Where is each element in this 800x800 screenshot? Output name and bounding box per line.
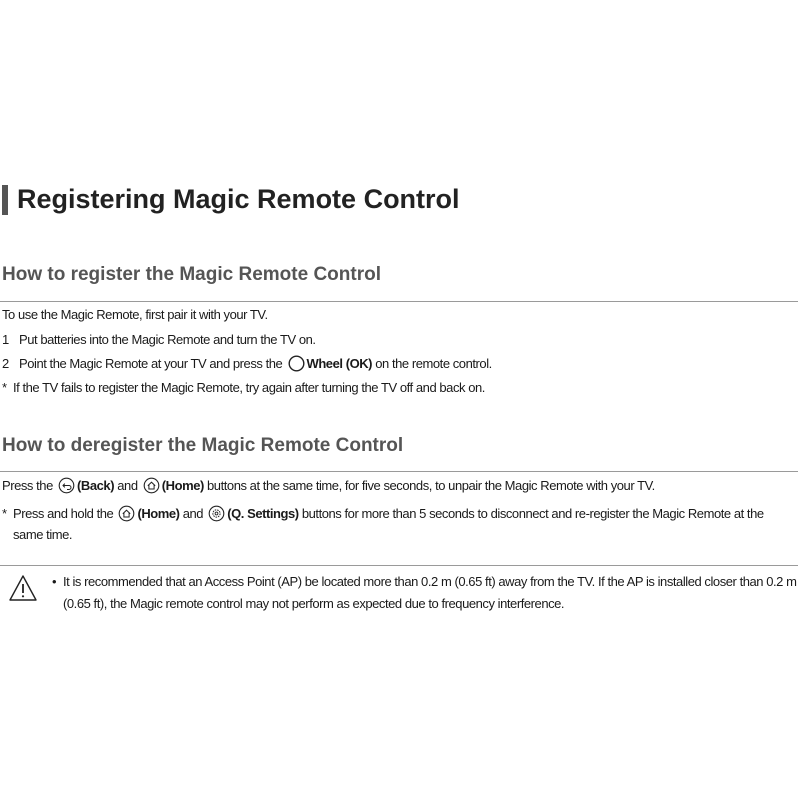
step-number: 2 — [2, 356, 9, 371]
register-heading: How to register the Magic Remote Control — [2, 264, 381, 285]
register-step-1 — [2, 332, 316, 347]
and-text: and — [117, 478, 138, 493]
register-step-2 — [2, 356, 492, 373]
back-label: (Back) — [77, 478, 115, 493]
step-number: 1 — [2, 332, 9, 347]
register-divider — [0, 301, 798, 302]
deregister-note-line-2: same time. — [13, 527, 73, 542]
warning-triangle-icon — [8, 574, 38, 607]
step-text-post: on the remote control. — [375, 356, 492, 371]
note-asterisk: * — [2, 380, 7, 395]
settings-button-icon — [208, 505, 225, 522]
deregister-note-post: buttons for more than 5 seconds to disconnect and re-register the Magic Remote at the — [301, 506, 764, 521]
title-accent-bar — [2, 185, 8, 215]
and-text: and — [182, 506, 204, 521]
step-text-pre: Point the Magic Remote at your TV and press the — [19, 356, 283, 371]
warning-text: It is recommended that an Access Point (AP) be located more than 0.2 m (0.65 ft) away from the TV. If the AP is installed closer than 0.2 m (0.65 ft), the Magic remote control may not perform as expected due to frequency interference. — [63, 574, 797, 611]
deregister-text-post: buttons at the same time, for five seconds, to unpair the Magic Remote with your TV. — [207, 478, 655, 493]
wheel-ok-label: Wheel (OK) — [306, 356, 373, 371]
home-button-icon — [143, 477, 160, 494]
deregister-divider — [0, 471, 798, 472]
settings-label: (Q. Settings) — [227, 506, 299, 521]
deregister-heading: How to deregister the Magic Remote Control — [2, 435, 404, 456]
warning-divider — [0, 565, 798, 566]
home-label: (Home) — [137, 506, 180, 521]
register-intro: To use the Magic Remote, first pair it with your TV. — [2, 307, 268, 322]
warning-bullet: • — [52, 574, 57, 589]
deregister-note-pre: Press and hold the — [13, 506, 114, 521]
note-text: If the TV fails to register the Magic Remote, try again after turning the TV off and back on. — [13, 380, 485, 395]
deregister-paragraph — [2, 478, 655, 495]
note-asterisk: * — [2, 506, 7, 521]
page-title — [2, 184, 460, 215]
deregister-note-line-1 — [2, 506, 764, 523]
register-note — [2, 380, 485, 395]
deregister-text-pre: Press the — [2, 478, 53, 493]
back-button-icon — [58, 477, 75, 494]
wheel-button-icon — [288, 355, 305, 372]
step-text: Put batteries into the Magic Remote and turn the TV on. — [19, 332, 316, 347]
page-title-text: Registering Magic Remote Control — [17, 184, 460, 214]
home-label: (Home) — [161, 478, 204, 493]
home-button-icon — [118, 505, 135, 522]
